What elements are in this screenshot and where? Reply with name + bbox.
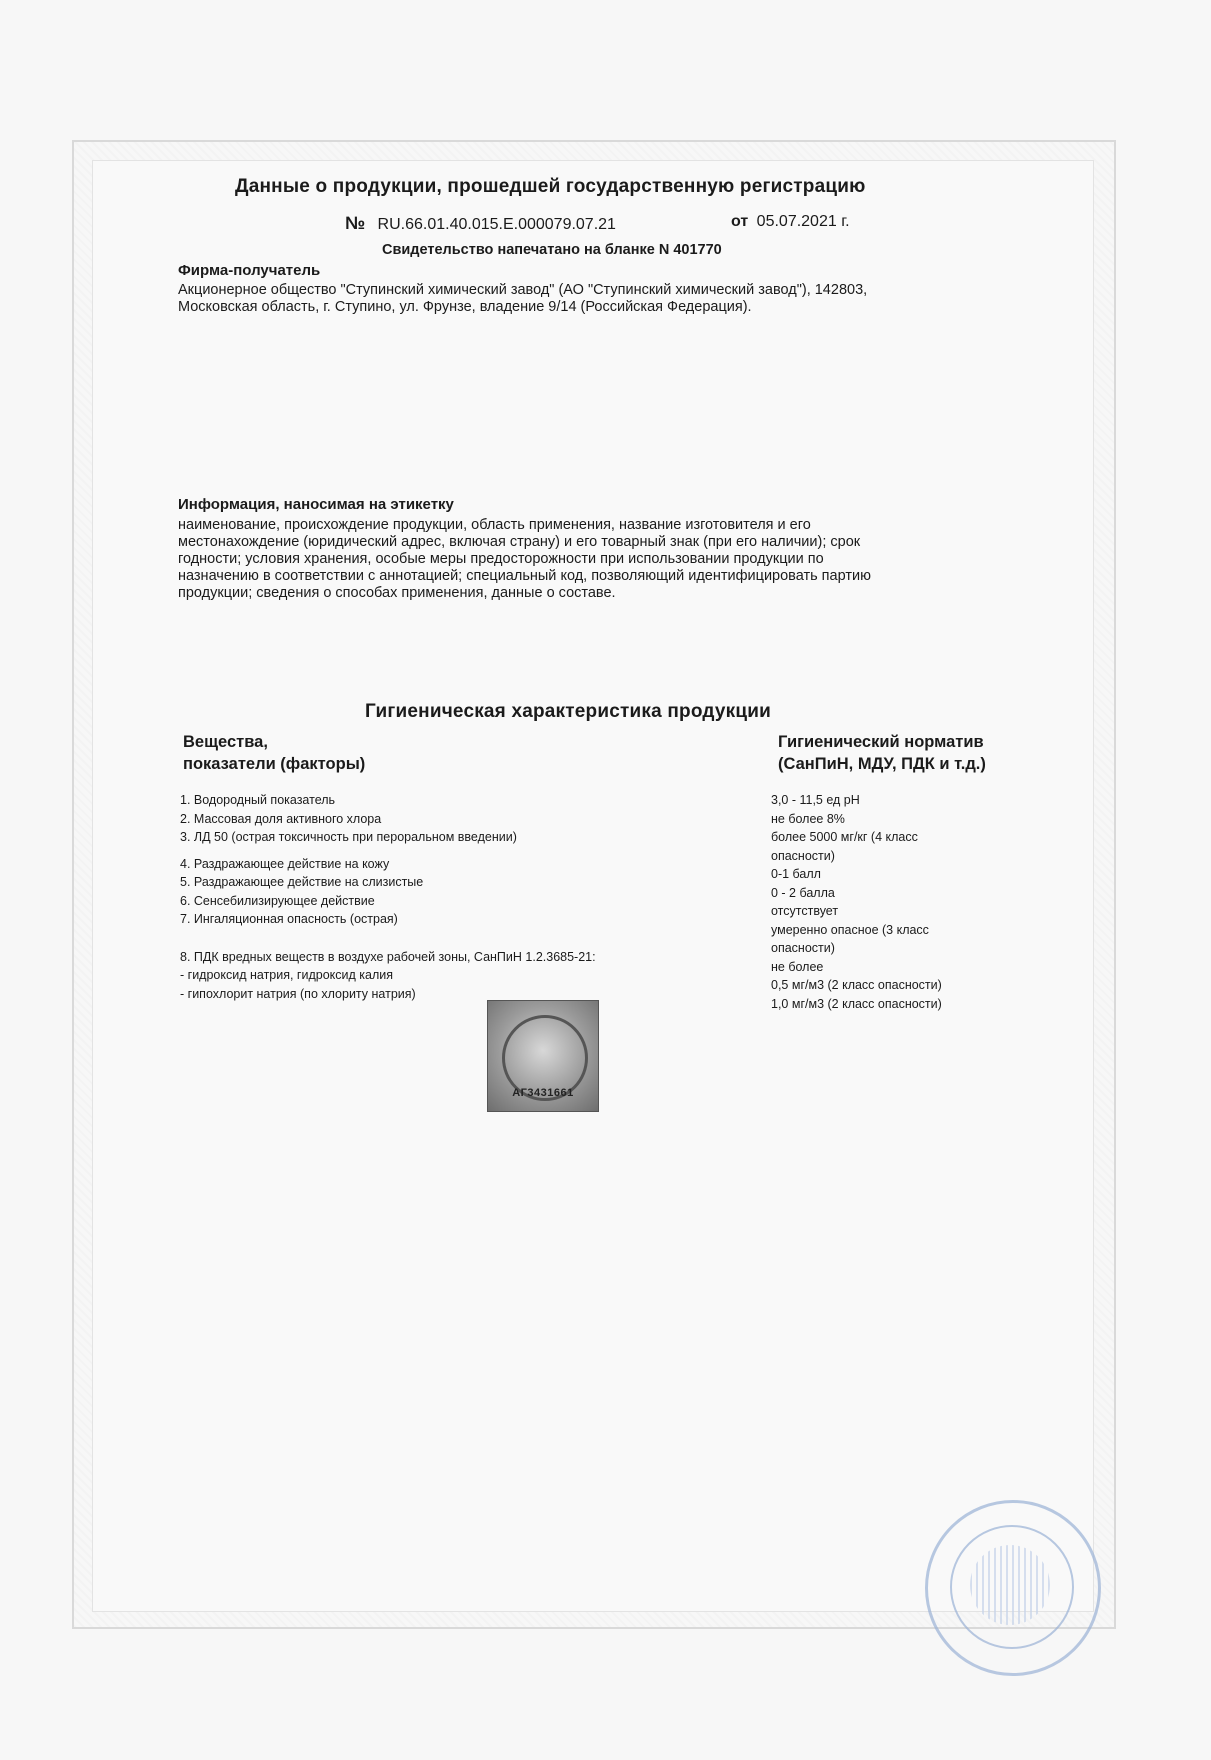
label-info-line: местонахождение (юридический адрес, включая страну) и его товарный знак (при его наличии); срок	[178, 534, 861, 550]
norm-item: не более 8%	[771, 811, 845, 826]
registration-number	[345, 213, 616, 234]
label-info-text	[178, 517, 871, 602]
recipient-line: Московская область, г. Ступино, ул. Фрунзе, владение 9/14 (Российская Федерация).	[178, 299, 752, 315]
registration-date	[731, 213, 850, 231]
right-head-line: Гигиенический норматив	[778, 733, 984, 751]
substance-item: 7. Ингаляционная опасность (острая)	[180, 912, 398, 926]
norm-item: более 5000 мг/кг (4 класс	[771, 830, 918, 844]
norm-item: 3,0 - 11,5 ед pH	[771, 793, 860, 807]
substance-item: 3. ЛД 50 (острая токсичность при пероральном введении)	[180, 830, 517, 844]
substance-item: 4. Раздражающее действие на кожу	[180, 856, 390, 871]
date-value: 05.07.2021 г.	[756, 213, 850, 230]
norm-item: 0-1 балл	[771, 867, 821, 881]
label-info-line: продукции; сведения о способах применения, данные о составе.	[178, 585, 616, 601]
substance-item: - гидроксид натрия, гидроксид калия	[180, 968, 394, 982]
left-head-line: показатели (факторы)	[183, 755, 366, 773]
substance-item: 5. Раздражающее действие на слизистые	[180, 875, 424, 889]
stamp-core	[970, 1545, 1050, 1625]
substance-item: 6. Сенсебилизирующее действие	[180, 893, 375, 908]
round-stamp-icon	[925, 1500, 1101, 1676]
norm-item: 0 - 2 балла	[771, 885, 835, 900]
hygiene-title: Гигиеническая характеристика продукции	[365, 701, 771, 722]
left-head-line: Вещества,	[183, 733, 268, 751]
number-value: RU.66.01.40.015.E.000079.07.21	[377, 216, 616, 233]
substance-item: 8. ПДК вредных веществ в воздухе рабочей зоны, СанПиН 1.2.3685-21:	[180, 949, 596, 964]
label-info-line: годности; условия хранения, особые меры предосторожности при использовании продукции по	[178, 551, 824, 567]
left-column-header	[183, 731, 365, 775]
blank-note: Свидетельство напечатано на бланке N 401770	[382, 242, 722, 258]
list-spacer	[180, 847, 596, 855]
recipient-line: Акционерное общество "Ступинский химический завод" (АО "Ступинский химический завод"), 142803,	[178, 282, 868, 298]
hologram-seal-icon	[487, 1000, 599, 1112]
number-label: №	[345, 213, 366, 233]
substance-item: 1. Водородный показатель	[180, 793, 336, 807]
norms-list	[771, 791, 942, 1013]
recipient-address	[178, 282, 867, 316]
norm-item: опасности)	[771, 848, 835, 863]
label-info-title: Информация, наносимая на этикетку	[178, 496, 454, 513]
label-info-line: наименование, происхождение продукции, область применения, название изготовителя и его	[178, 517, 811, 533]
hologram-code: АГ3431661	[512, 1087, 574, 1099]
list-spacer	[180, 929, 596, 948]
norm-item: 0,5 мг/м3 (2 класс опасности)	[771, 978, 942, 992]
substance-item: 2. Массовая доля активного хлора	[180, 811, 382, 826]
norm-item: не более	[771, 959, 824, 974]
right-head-line: (СанПиН, МДУ, ПДК и т.д.)	[778, 755, 986, 773]
label-info-line: назначению в соответствии с аннотацией; специальный код, позволяющий идентифицировать партию	[178, 568, 871, 584]
substance-item: - гипохлорит натрия (по хлориту натрия)	[180, 986, 416, 1001]
norm-item: умеренно опасное (3 класс	[771, 922, 929, 937]
document-title: Данные о продукции, прошедшей государственную регистрацию	[235, 176, 866, 197]
right-column-header	[778, 731, 986, 775]
norm-item: опасности)	[771, 941, 835, 955]
norm-item: 1,0 мг/м3 (2 класс опасности)	[771, 996, 942, 1011]
substances-list	[180, 791, 596, 1003]
norm-item: отсутствует	[771, 904, 839, 918]
recipient-label: Фирма-получатель	[178, 262, 321, 279]
date-label: от	[731, 213, 749, 230]
